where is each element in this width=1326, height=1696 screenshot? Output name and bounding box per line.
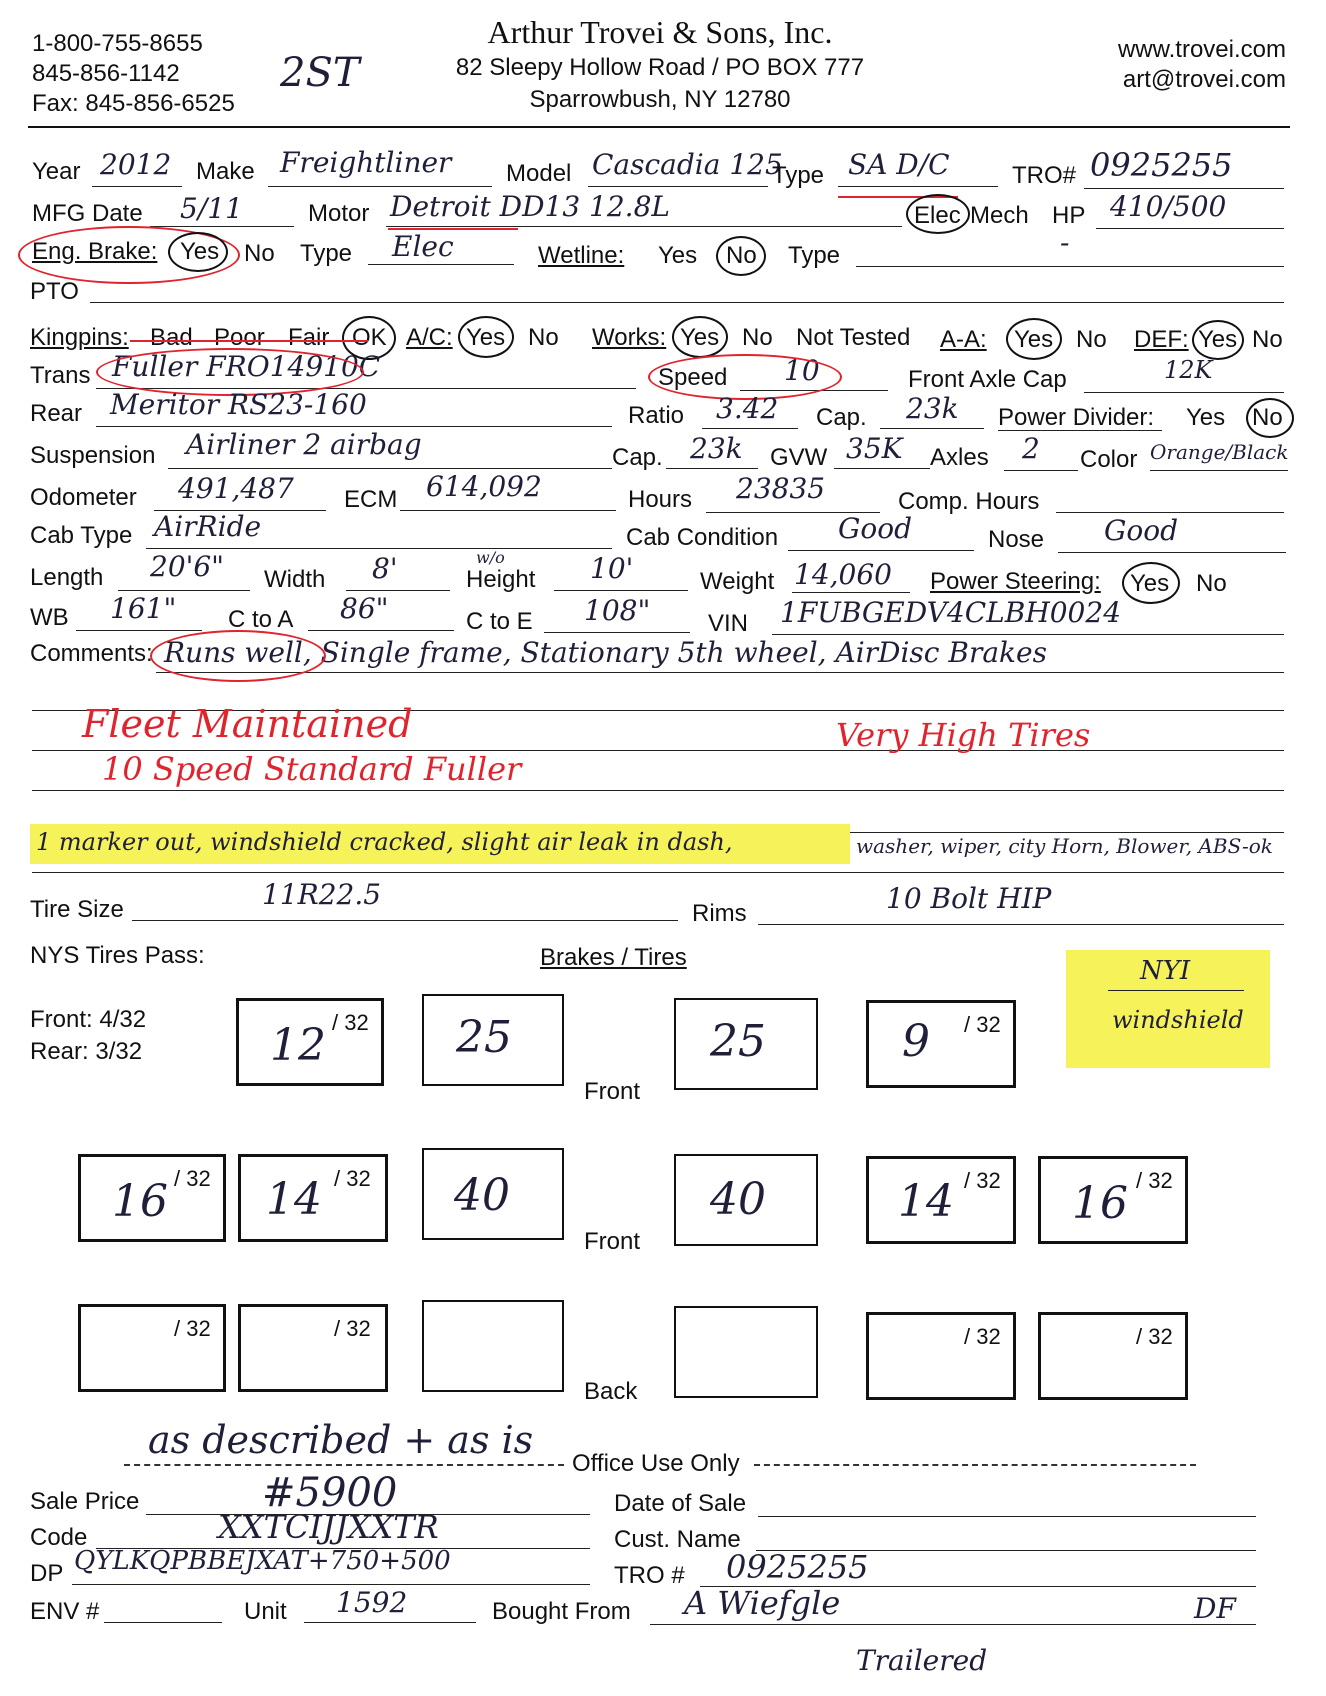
power-steering-no: No: [1196, 570, 1227, 597]
suspension-cap-value: 23k: [690, 432, 743, 465]
mfg-date-value: 5/11: [180, 192, 243, 225]
brake-value: 25: [456, 1012, 512, 1063]
front-axle-label-2: Front: [584, 1228, 641, 1255]
type-label: Type: [772, 162, 825, 189]
kingpins-label: Kingpins:: [30, 324, 129, 351]
pto-label: PTO: [30, 278, 79, 305]
very-high-tires-note: Very High Tires: [836, 716, 1091, 754]
engine-brake-yes-circle: [168, 232, 228, 272]
weight-value: 14,060: [794, 558, 892, 591]
ac-yes: Yes: [466, 324, 506, 351]
odometer-value: 491,487: [178, 472, 294, 505]
c-to-a-value: 86": [340, 592, 389, 625]
office-use-only-label: Office Use Only: [572, 1450, 740, 1477]
brake-box-back-right: [674, 1306, 818, 1398]
tro-value: 0925255: [1090, 146, 1233, 184]
company-name: Arthur Trovei & Sons, Inc.: [487, 14, 833, 50]
tire-unit: / 32: [1136, 1168, 1173, 1193]
rims-value: 10 Bolt HIP: [886, 882, 1052, 915]
power-steering-yes: Yes: [1130, 570, 1170, 597]
rear-value: Meritor RS23-160: [110, 388, 367, 421]
bought-from-value: A Wiefgle: [684, 1584, 841, 1622]
rear-cap-label: Cap.: [816, 404, 867, 431]
bought-from-label: Bought From: [492, 1598, 631, 1625]
fleet-maintained-note: Fleet Maintained: [82, 702, 413, 746]
comments-highlighted: 1 marker out, windshield cracked, slight air leak in dash,: [36, 828, 733, 856]
tire-value: 12: [270, 1020, 326, 1071]
code-value: XXTCIJJXXTR: [218, 1508, 439, 1546]
power-divider-label: Power Divider:: [998, 404, 1155, 431]
make-value: Freightliner: [280, 146, 452, 179]
wetline-label: Wetline:: [538, 242, 625, 269]
aa-yes: Yes: [1014, 326, 1054, 353]
trans-value: Fuller FRO14910C: [112, 350, 381, 383]
ac-yes-circle: [458, 316, 514, 358]
power-divider-no: No: [1252, 404, 1283, 431]
office-tro-value: 0925255: [726, 1548, 869, 1586]
nose-value: Good: [1104, 514, 1179, 547]
hp-label: HP: [1052, 202, 1086, 229]
tire-value: 14: [898, 1176, 954, 1227]
engine-brake-yes: Yes: [180, 238, 220, 265]
vin-value: 1FUBGEDV4CLBH0024: [780, 596, 1122, 629]
tire-unit: / 32: [964, 1168, 1001, 1193]
tire-size-value: 11R22.5: [262, 878, 382, 911]
width-label: Width: [264, 566, 326, 593]
speed-value: 10: [784, 354, 820, 387]
front-axle-label-1: Front: [584, 1078, 641, 1105]
def-yes: Yes: [1198, 326, 1238, 353]
ecm-label: ECM: [344, 486, 398, 513]
height-label: Height: [466, 566, 536, 593]
rear-min-label: Rear: 3/32: [30, 1038, 143, 1065]
sale-price-value: #5900: [262, 1470, 398, 1516]
hours-value: 23835: [736, 472, 826, 505]
length-label: Length: [30, 564, 104, 591]
def-no: No: [1252, 326, 1283, 353]
engine-brake-type-label: Type: [300, 240, 353, 267]
works-not-tested: Not Tested: [796, 324, 911, 351]
model-value: Cascadia 125: [592, 148, 783, 181]
tire-unit: / 32: [174, 1166, 211, 1191]
hours-label: Hours: [628, 486, 693, 513]
ac-no: No: [528, 324, 559, 351]
c-to-e-value: 108": [584, 594, 651, 627]
tire-value: 16: [1072, 1178, 1128, 1229]
phone-2: 845-856-1142: [32, 60, 180, 87]
nyi-note: NYI: [1140, 956, 1191, 986]
height-note: w/o: [476, 548, 505, 567]
mfg-date-label: MFG Date: [32, 200, 143, 227]
kingpins-bad: Bad: [150, 324, 193, 351]
c-to-a-label: C to A: [228, 606, 294, 633]
unit-label: Unit: [244, 1598, 287, 1625]
aa-label: A-A:: [940, 326, 987, 353]
axles-value: 2: [1022, 432, 1040, 465]
comp-hours-label: Comp. Hours: [898, 488, 1040, 515]
tire-unit: / 32: [1136, 1324, 1173, 1349]
dp-label: DP: [30, 1560, 64, 1587]
height-value: 10': [590, 552, 634, 585]
gvw-label: GVW: [770, 444, 828, 471]
wetline-no-circle: [716, 236, 766, 276]
wetline-type-label: Type: [788, 242, 841, 269]
fax: Fax: 845-856-6525: [32, 90, 235, 117]
elec-circle: [906, 194, 970, 234]
kingpins-fair: Fair: [288, 324, 330, 351]
back-axle-label: Back: [584, 1378, 638, 1405]
color-value: Orange/Black: [1150, 440, 1289, 464]
elec-option: Elec: [914, 202, 961, 229]
brakes-tires-label: Brakes / Tires: [540, 944, 687, 971]
model-label: Model: [506, 160, 572, 187]
comments-more: washer, wiper, city Horn, Blower, ABS-ok: [856, 834, 1273, 858]
front-axle-cap-value: 12K: [1164, 356, 1213, 384]
weight-label: Weight: [700, 568, 775, 595]
engine-brake-no: No: [244, 240, 275, 267]
wetline-type-value: -: [1060, 226, 1070, 259]
hp-value: 410/500: [1110, 190, 1227, 223]
initials: DF: [1194, 1592, 1236, 1625]
wb-value: 161": [110, 592, 177, 625]
make-label: Make: [196, 158, 255, 185]
power-divider-yes: Yes: [1186, 404, 1226, 431]
brake-value: 25: [710, 1016, 766, 1067]
rear-label: Rear: [30, 400, 83, 427]
cab-condition-value: Good: [838, 512, 913, 545]
wetline-no: No: [726, 242, 757, 269]
cab-type-value: AirRide: [154, 510, 262, 543]
aa-no: No: [1076, 326, 1107, 353]
tire-unit: / 32: [964, 1012, 1001, 1037]
date-of-sale-label: Date of Sale: [614, 1490, 747, 1517]
tire-value: 16: [112, 1176, 168, 1227]
nys-tires-pass-label: NYS Tires Pass:: [30, 942, 205, 969]
tire-size-label: Tire Size: [30, 896, 124, 923]
trailered-note: Trailered: [856, 1644, 988, 1677]
office-dash-right: [754, 1464, 1196, 1466]
trans-label: Trans: [30, 362, 91, 389]
engine-brake-label: Eng. Brake:: [32, 238, 158, 265]
code-label: Code: [30, 1524, 88, 1551]
cab-type-label: Cab Type: [30, 522, 133, 549]
power-steering-yes-circle: [1122, 562, 1180, 604]
brake-value: 40: [710, 1174, 766, 1225]
front-min-label: Front: 4/32: [30, 1006, 147, 1033]
front-axle-cap-label: Front Axle Cap: [908, 366, 1067, 393]
tire-unit: / 32: [334, 1166, 371, 1191]
env-label: ENV #: [30, 1598, 100, 1625]
company-address-2: Sparrowbush, NY 12780: [529, 86, 791, 113]
tire-unit: / 32: [334, 1316, 371, 1341]
length-value: 20'6": [150, 550, 225, 583]
tire-value: 9: [902, 1016, 930, 1067]
windshield-note: windshield: [1112, 1006, 1244, 1034]
comments-line-1: Runs well, Single frame, Stationary 5th wheel, AirDisc Brakes: [164, 636, 1047, 669]
suspension-cap-label: Cap.: [612, 444, 663, 471]
width-value: 8': [372, 552, 398, 585]
tire-unit: / 32: [174, 1316, 211, 1341]
suspension-label: Suspension: [30, 442, 156, 469]
tire-unit: / 32: [964, 1324, 1001, 1349]
brake-box-back-left: [422, 1300, 564, 1392]
ac-label: A/C:: [406, 324, 453, 351]
axles-label: Axles: [930, 444, 989, 471]
tro-label: TRO#: [1012, 162, 1077, 189]
kingpins-poor: Poor: [214, 324, 265, 351]
odometer-label: Odometer: [30, 484, 137, 511]
company-address-1: 82 Sleepy Hollow Road / PO BOX 777: [455, 54, 865, 81]
cab-condition-label: Cab Condition: [626, 524, 779, 551]
comments-label: Comments:: [30, 640, 153, 667]
unit-value: 1592: [336, 1586, 408, 1619]
dp-value: QYLKQPBBEJXAT+750+500: [74, 1546, 451, 1576]
works-no: No: [742, 324, 773, 351]
runs-well-red-circle: [150, 630, 326, 682]
motor-label: Motor: [308, 200, 370, 227]
brake-value: 40: [454, 1170, 510, 1221]
phone-1: 1-800-755-8655: [32, 30, 203, 57]
header-divider: [28, 126, 1290, 128]
customer-name-label: Cust. Name: [614, 1526, 741, 1553]
nose-label: Nose: [988, 526, 1045, 553]
ratio-label: Ratio: [628, 402, 685, 429]
vin-label: VIN: [708, 610, 749, 637]
rims-label: Rims: [692, 900, 747, 927]
as-described-note: as described + as is: [148, 1418, 534, 1462]
aa-yes-circle: [1006, 318, 1062, 360]
type-value: SA D/C: [848, 148, 950, 181]
ecm-value: 614,092: [426, 470, 542, 503]
motor-value: Detroit DD13 12.8L: [390, 190, 670, 223]
def-yes-circle: [1192, 320, 1244, 360]
wb-label: WB: [30, 604, 69, 631]
kingpins-ok: OK: [352, 324, 387, 351]
works-label: Works:: [592, 324, 667, 351]
mech-option: Mech: [970, 202, 1029, 229]
def-label: DEF:: [1134, 326, 1189, 353]
website: www.trovei.com: [1117, 36, 1286, 63]
rear-cap-value: 23k: [906, 392, 959, 425]
c-to-e-label: C to E: [466, 608, 533, 635]
tire-unit: / 32: [332, 1010, 369, 1035]
year-value: 2012: [100, 148, 172, 181]
power-steering-label: Power Steering:: [930, 568, 1101, 595]
handwritten-header-note: 2ST: [280, 50, 360, 96]
year-label: Year: [32, 158, 81, 185]
color-label: Color: [1080, 446, 1138, 473]
works-yes: Yes: [680, 324, 720, 351]
suspension-value: Airliner 2 airbag: [186, 428, 422, 461]
email: art@trovei.com: [1122, 66, 1286, 93]
kingpins-red-strike: [130, 340, 368, 342]
wetline-yes: Yes: [658, 242, 698, 269]
speed-label: Speed: [658, 364, 728, 391]
power-divider-no-circle: [1246, 398, 1294, 438]
works-yes-circle: [672, 316, 728, 358]
sale-price-label: Sale Price: [30, 1488, 140, 1515]
ratio-value: 3.42: [716, 392, 779, 425]
gvw-value: 35K: [846, 432, 903, 465]
tire-value: 14: [266, 1174, 322, 1225]
engine-brake-type-value: Elec: [392, 230, 454, 263]
office-tro-label: TRO #: [614, 1562, 685, 1589]
ten-speed-note: 10 Speed Standard Fuller: [102, 750, 522, 788]
office-dash-left: [124, 1464, 564, 1466]
